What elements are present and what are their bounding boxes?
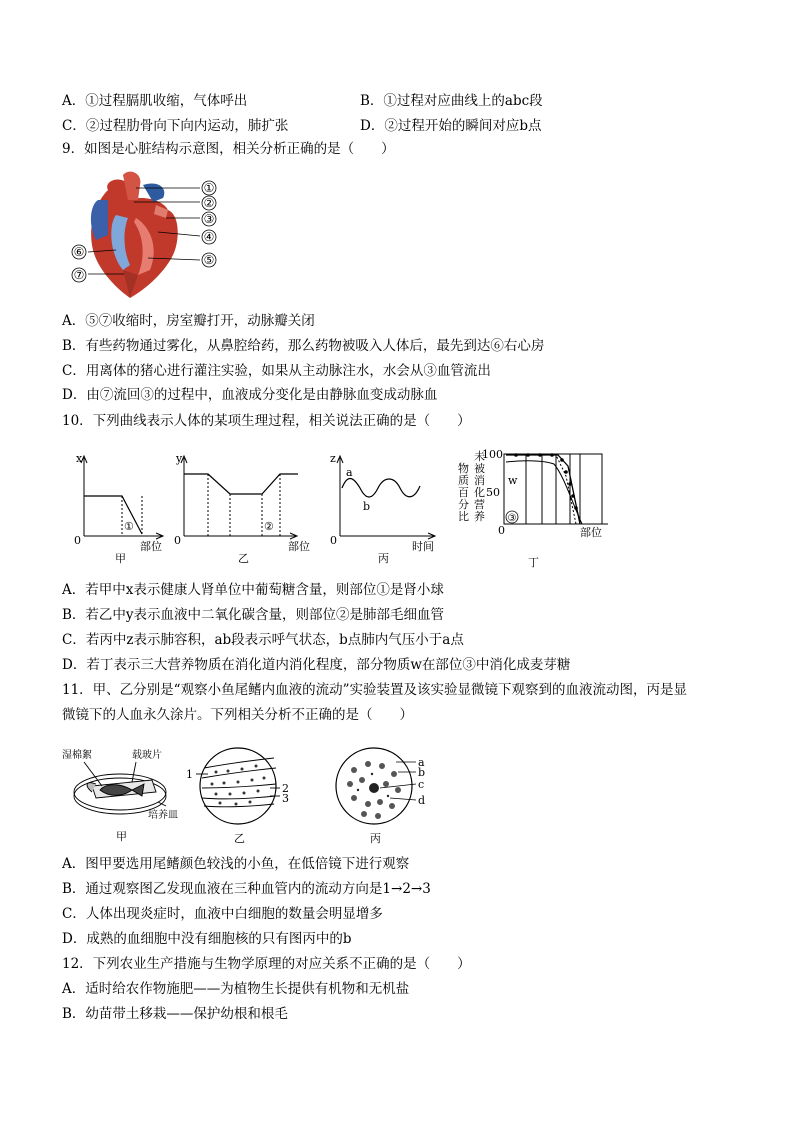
chart-bing xyxy=(326,448,446,568)
q10-option-d: D．若丁表示三大营养物质在消化道内消化程度，部分物质w在部位③中消化成麦芽糖 xyxy=(62,657,571,673)
q9-option-a: A．⑤⑦收缩时，房室瓣打开，动脉瓣关闭 xyxy=(62,313,315,329)
yi-mark: ② xyxy=(264,520,274,533)
q8-option-c: C．②过程肋骨向下向内运动，肺扩张 xyxy=(62,118,289,134)
q10-option-a: A．若甲中x表示健康人肾单位中葡萄糖含量，则部位①是肾小球 xyxy=(62,582,444,598)
q11-option-b: B．通过观察图乙发现血液在三种血管内的流动方向是1→2→3 xyxy=(62,881,431,897)
bing-origin: 0 xyxy=(330,534,337,547)
chart-jia xyxy=(70,448,170,568)
heart-label-4: ④ xyxy=(203,230,215,244)
vessel-caption: 乙 xyxy=(234,832,245,845)
ding-tick-100: 100 xyxy=(482,448,503,461)
fish-caption: 甲 xyxy=(116,830,127,843)
ding-w-label: w xyxy=(508,474,518,487)
yi-y-label: y xyxy=(176,452,183,465)
yi-caption: 乙 xyxy=(238,552,249,565)
smear-label-d: d xyxy=(418,794,426,807)
q9-option-d: D．由⑦流回③的过程中，血液成分变化是由静脉血变成动脉血 xyxy=(62,387,438,403)
bing-point-a: a xyxy=(346,466,353,479)
ding-mark: ③ xyxy=(507,513,517,524)
q11-option-a: A．图甲要选用尾鳍颜色较浅的小鱼，在低倍镜下进行观察 xyxy=(62,856,410,872)
heart-label-5: ⑤ xyxy=(203,253,215,267)
ding-origin: 0 xyxy=(498,524,505,537)
yi-x-label: 部位 xyxy=(288,540,310,553)
vessel-label-2: 2 xyxy=(282,782,289,795)
q8-option-d: D．②过程开始的瞬间对应b点 xyxy=(360,118,542,134)
q11-stem-line2: 微镜下的人血永久涂片。下列相关分析不正确的是（ ） xyxy=(62,707,413,723)
q10-option-c: C．若丙中z表示肺容积，ab段表示呼气状态，b点肺内气压小于a点 xyxy=(62,632,464,648)
q8-option-b: B．①过程对应曲线上的abc段 xyxy=(360,93,543,109)
ding-x-label: 部位 xyxy=(580,526,602,539)
ding-caption: 丁 xyxy=(528,556,539,569)
chart-yi xyxy=(172,448,312,568)
heart-label-2: ② xyxy=(203,196,215,210)
heart-label-1: ① xyxy=(203,181,215,195)
heart-illustration xyxy=(91,172,178,298)
jia-caption: 甲 xyxy=(115,552,126,565)
fish-label-slide: 载玻片 xyxy=(132,750,162,761)
smear-label-c: c xyxy=(418,778,425,791)
smear-label-b: b xyxy=(418,766,426,779)
ding-tick-50: 50 xyxy=(486,486,500,499)
blood-flow-figure xyxy=(186,744,296,848)
vessel-label-1: 1 xyxy=(186,768,193,781)
q12-stem: 12．下列农业生产措施与生物学原理的对应关系不正确的是（ ） xyxy=(62,956,471,972)
smear-caption: 丙 xyxy=(370,832,381,845)
bing-x-label: 时间 xyxy=(412,540,434,553)
jia-origin: 0 xyxy=(74,534,81,547)
heart-label-6: ⑥ xyxy=(73,245,85,259)
bing-point-b: b xyxy=(363,500,371,513)
ding-y-title-col2: 物质百分比 xyxy=(458,462,469,523)
q9-option-c: C．用离体的猪心进行灌注实验，如果从主动脉注水，水会从③血管流出 xyxy=(62,363,491,379)
yi-origin: 0 xyxy=(174,534,181,547)
fish-setup-figure xyxy=(62,746,182,846)
q10-option-b: B．若乙中y表示血液中二氧化碳含量，则部位②是肺部毛细血管 xyxy=(62,607,445,623)
jia-x-label: 部位 xyxy=(140,540,162,553)
vessel-label-3: 3 xyxy=(282,792,289,805)
q12-option-a: A．适时给农作物施肥——为植物生长提供有机物和无机盐 xyxy=(62,981,410,997)
q8-option-a: A．①过程膈肌收缩，气体呼出 xyxy=(62,93,248,109)
bing-caption: 丙 xyxy=(378,552,389,565)
ding-y-title-col1: 未被消化营养 xyxy=(474,450,485,523)
heart-label-3: ③ xyxy=(203,212,215,226)
smear-label-a: a xyxy=(418,756,425,769)
q9-stem: 9．如图是心脏结构示意图，相关分析正确的是（ ） xyxy=(62,141,395,157)
q12-option-b: B．幼苗带土移栽——保护幼根和根毛 xyxy=(62,1006,288,1022)
fish-label-dish: 培养皿 xyxy=(148,810,178,821)
bing-y-label: z xyxy=(330,452,336,465)
chart-ding xyxy=(446,446,616,570)
heart-diagram xyxy=(68,170,228,305)
heart-label-7: ⑦ xyxy=(73,268,85,282)
q9-option-b: B．有些药物通过雾化，从鼻腔给药，那么药物被吸入人体后，最先到达⑥右心房 xyxy=(62,338,545,354)
jia-mark: ① xyxy=(124,520,134,533)
q11-option-c: C．人体出现炎症时，血液中白细胞的数量会明显增多 xyxy=(62,906,383,922)
q10-stem: 10．下列曲线表示人体的某项生理过程，相关说法正确的是（ ） xyxy=(62,413,471,429)
jia-y-label: x xyxy=(76,452,83,465)
q11-stem-line1: 11．甲、乙分别是“观察小鱼尾鳍内血液的流动”实验装置及该实验显微镜下观察到的血液流动图，丙是显 xyxy=(62,682,687,698)
q11-option-d: D．成熟的血细胞中没有细胞核的只有图丙中的b xyxy=(62,931,352,947)
blood-smear-figure xyxy=(328,744,438,848)
fish-label-wet-cotton: 湿棉絮 xyxy=(62,750,92,761)
